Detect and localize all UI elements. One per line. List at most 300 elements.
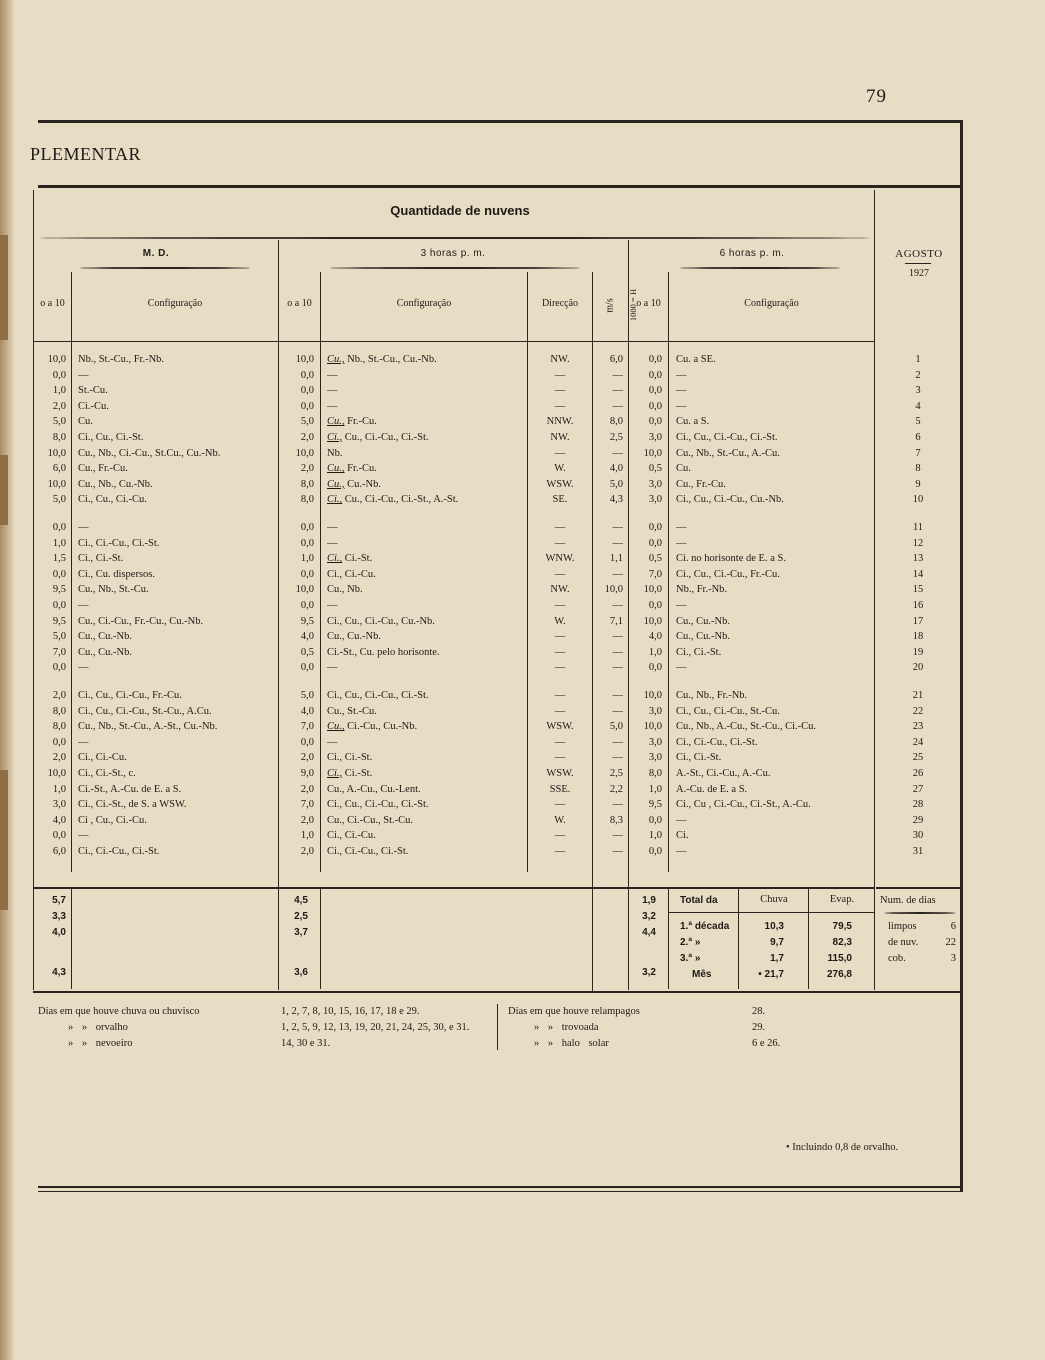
- md-cloud-config: —: [78, 522, 89, 533]
- group-swell-3h: [330, 267, 580, 269]
- h3-cloud-amount: 0,0: [300, 400, 314, 412]
- md-cloud-config: Ci., Ci.-Cu., Ci.-St.: [78, 537, 160, 549]
- h3-cloud-amount: 2,0: [300, 432, 314, 443]
- summary-divider: [71, 889, 72, 989]
- md-cloud-config: Ci.-Cu.: [78, 400, 109, 412]
- h3-cloud-amount: 4,0: [300, 631, 314, 643]
- day-number: 8: [915, 463, 921, 475]
- h3-cloud-config: [327, 568, 525, 582]
- wind-direction: —: [554, 705, 566, 717]
- h3-cloud-config: [327, 630, 525, 644]
- h3-cloud-config: [327, 783, 525, 797]
- md-cloud-amount: 8,0: [52, 432, 66, 443]
- wind-direction: —: [554, 369, 566, 381]
- h3-cloud-amount: 0,0: [300, 537, 314, 549]
- h3-cloud-config: [327, 493, 525, 507]
- h6-cloud-config: Cu., Nb., Fr.-Nb.: [676, 690, 748, 701]
- month-header: AGOSTO: [895, 248, 943, 260]
- md-cloud-config: Ci., Ci.-St.: [78, 553, 124, 565]
- group-swell-6h: [680, 267, 840, 269]
- summary-top-rule: [33, 887, 875, 889]
- h3-cloud-amount: 9,0: [300, 768, 314, 779]
- note-left-value: 1, 2, 5, 9, 12, 13, 19, 20, 21, 24, 25, 30, e 31.: [281, 1022, 470, 1033]
- rain-row-label: 1.ª década: [680, 921, 730, 932]
- header-rule: [38, 185, 960, 188]
- h3-cloud-config: [327, 845, 525, 859]
- day-number: 27: [912, 783, 924, 795]
- wind-speed: 6,0: [609, 354, 623, 365]
- h3-cloud-config-rest: Nb.: [327, 447, 343, 459]
- h6-cloud-config: Cu., Cu.-Nb.: [676, 615, 730, 627]
- h3-cloud-config-rest: Fr.-Cu.: [344, 463, 377, 475]
- wind-direction: NNW.: [546, 416, 574, 428]
- h3-cloud-config-rest: Ci.-St.: [342, 768, 373, 779]
- day-number: 5: [915, 416, 921, 428]
- day-number: 11: [912, 522, 924, 533]
- md-cloud-amount: 7,0: [52, 646, 66, 658]
- h6-cloud-amount: 10,0: [643, 690, 662, 701]
- h3-cloud-config-rest: Ci., Ci.-Cu., Ci.-St.: [327, 846, 409, 857]
- days-count-label: cob.: [888, 953, 906, 964]
- day-number: 21: [912, 690, 924, 701]
- page-edge-tab: [0, 770, 8, 910]
- h6-cloud-amount: 10,0: [643, 615, 662, 627]
- md-cloud-amount: 0,0: [52, 522, 66, 533]
- md-cloud-config: Cu.: [78, 416, 93, 428]
- h3-cloud-amount: 2,0: [300, 463, 314, 475]
- h3-cloud-config-rest: Cu., St.-Cu.: [327, 705, 377, 717]
- h6-cloud-config: —: [676, 385, 687, 397]
- wind-speed: —: [612, 400, 623, 412]
- wind-speed: —: [612, 690, 623, 701]
- h3-cloud-config-rest: Ci.-St., Cu. pelo horisonte.: [327, 646, 440, 658]
- h6-cloud-config: —: [676, 814, 687, 826]
- rain-row-label: 2.ª »: [680, 937, 701, 948]
- days-count-header: Num. de dias: [880, 895, 936, 906]
- wind-speed: —: [612, 369, 623, 381]
- wind-direction: W.: [554, 463, 566, 475]
- summary-h6-0: 1,9: [642, 895, 656, 906]
- day-number: 22: [912, 705, 924, 717]
- frame-border-top: [38, 120, 962, 123]
- h6-cloud-config: Nb., Fr.-Nb.: [676, 584, 728, 596]
- wind-direction: —: [554, 799, 566, 811]
- summary-top-rule-month: [876, 887, 962, 889]
- days-count-label: limpos: [888, 921, 917, 932]
- wind-speed: 5,0: [609, 721, 623, 733]
- summary-h6-3: 3,2: [642, 967, 656, 978]
- summary-divider: [320, 889, 321, 989]
- wind-speed: —: [612, 385, 623, 397]
- h3-cloud-amount: 7,0: [300, 799, 314, 811]
- h6-cloud-amount: 10,0: [643, 447, 662, 459]
- md-cloud-amount: 5,0: [52, 631, 66, 643]
- h6-cloud-amount: 0,0: [648, 846, 662, 857]
- rain-value: • 21,7: [758, 969, 784, 980]
- note-left-value: 14, 30 e 31.: [281, 1038, 331, 1049]
- md-cloud-config: —: [78, 830, 89, 842]
- rain-header-rule: [669, 912, 874, 913]
- day-number: 10: [912, 494, 924, 506]
- summary-h3-1: 2,5: [294, 911, 308, 922]
- evap-value: 276,8: [826, 969, 852, 980]
- h3-cloud-amount: 10,0: [295, 354, 314, 365]
- h3-cloud-config-primary: Cu.,: [327, 721, 345, 733]
- md-cloud-config: —: [78, 736, 89, 748]
- md-cloud-amount: 0,0: [52, 830, 66, 842]
- h3-cloud-config-rest: Cu., Cu.-Nb.: [327, 631, 381, 643]
- notes-top-rule: [33, 991, 963, 993]
- h3-cloud-config: [327, 646, 525, 660]
- md-cloud-config: —: [78, 600, 89, 611]
- col-divider: [71, 272, 72, 872]
- h3-cloud-config-rest: Ci.-St.: [342, 553, 373, 565]
- wind-speed: —: [612, 646, 623, 658]
- md-cloud-config: Ci., Cu., Ci.-Cu., Fr.-Cu.: [78, 690, 182, 701]
- wind-speed: —: [612, 705, 623, 717]
- rain-value: 9,7: [770, 937, 784, 948]
- rain-value: 1,7: [770, 953, 784, 964]
- h6-cloud-amount: 3,0: [648, 478, 662, 490]
- day-number: 26: [912, 768, 924, 779]
- h3-cloud-config: [327, 552, 525, 566]
- day-number: 6: [915, 432, 921, 443]
- h3-cloud-amount: 0,0: [300, 369, 314, 381]
- wind-speed: 2,5: [609, 768, 623, 779]
- h3-cloud-config-rest: Nb., St.-Cu., Cu.-Nb.: [344, 354, 437, 365]
- md-cloud-amount: 10,0: [47, 478, 66, 490]
- md-cloud-amount: 10,0: [47, 447, 66, 459]
- wind-speed: —: [612, 537, 623, 549]
- header-swell-rule: [40, 237, 870, 239]
- wind-speed: —: [612, 736, 623, 748]
- days-count-value: 6: [950, 921, 956, 932]
- h3-cloud-config: [327, 615, 525, 629]
- h3-cloud-amount: 0,0: [300, 662, 314, 674]
- day-number: 30: [912, 830, 924, 842]
- note-right-value: 6 e 26.: [752, 1038, 781, 1049]
- evap-value: 79,5: [832, 921, 852, 932]
- group-header-6h: 6 horas p. m.: [719, 248, 785, 259]
- h3-cloud-config-primary: Cu.,: [327, 463, 345, 475]
- wind-direction: —: [554, 846, 566, 857]
- md-cloud-config: Cu., Nb., St.-Cu.: [78, 584, 149, 596]
- h3-cloud-amount: 0,0: [300, 385, 314, 397]
- h6-cloud-amount: 0,0: [648, 600, 662, 611]
- wind-direction: —: [554, 537, 566, 549]
- h6-cloud-amount: 3,0: [648, 752, 662, 764]
- h6-cloud-config: Cu. a S.: [676, 416, 710, 428]
- wind-direction: —: [554, 830, 566, 842]
- h6-cloud-amount: 7,0: [648, 568, 662, 580]
- speed-unit: m/s: [604, 298, 616, 313]
- summary-h3-3: 3,6: [294, 967, 308, 978]
- day-number: 28: [912, 799, 924, 811]
- wind-speed: —: [612, 522, 623, 533]
- day-number: 9: [915, 478, 921, 490]
- month-column-divider: [874, 190, 875, 990]
- h6-cloud-config: —: [676, 369, 687, 381]
- wind-speed: —: [612, 846, 623, 857]
- h3-cloud-config-rest: —: [327, 385, 338, 397]
- h6-cloud-config: Ci., Ci.-St.: [676, 752, 722, 764]
- wind-direction: NW.: [550, 432, 570, 443]
- h6-cloud-config: Ci., Cu., Ci.-Cu., Ci.-St.: [676, 432, 778, 443]
- h3-cloud-config: [327, 720, 525, 734]
- h3-cloud-amount: 0,5: [300, 646, 314, 658]
- h6-cloud-config: Ci. no horisonte de E. a S.: [676, 553, 786, 565]
- h3-cloud-config: [327, 400, 525, 414]
- h3-cloud-config: [327, 798, 525, 812]
- year-header: 1927: [909, 268, 929, 279]
- summary-md-0: 5,7: [52, 895, 66, 906]
- h6-cloud-config: Cu., Nb., St.-Cu., A.-Cu.: [676, 447, 780, 459]
- col-header-scale: o a 10: [636, 298, 661, 309]
- h3-cloud-config: [327, 462, 525, 476]
- h3-cloud-config: [327, 478, 525, 492]
- note-right-value: 28.: [752, 1006, 766, 1017]
- summary-md-3: 4,3: [52, 967, 66, 978]
- h3-cloud-amount: 0,0: [300, 736, 314, 748]
- wind-direction: WSW.: [546, 768, 574, 779]
- h6-cloud-config: Cu., Nb., A.-Cu., St.-Cu., Ci.-Cu.: [676, 721, 817, 733]
- wind-speed: 4,0: [609, 463, 623, 475]
- day-number: 17: [912, 615, 924, 627]
- wind-speed: 5,0: [609, 478, 623, 490]
- h3-cloud-config: [327, 447, 525, 461]
- note-left-value: 1, 2, 7, 8, 10, 15, 16, 17, 18 e 29.: [281, 1006, 420, 1017]
- group-header-md: M. D.: [142, 248, 170, 259]
- day-number: 20: [912, 662, 924, 674]
- h3-cloud-config-primary: Ci.,: [327, 432, 343, 443]
- day-number: 13: [912, 553, 924, 565]
- h3-cloud-config: [327, 521, 525, 535]
- md-cloud-config: Nb., St.-Cu., Fr.-Nb.: [78, 354, 165, 365]
- days-count-label: de nuv.: [888, 937, 919, 948]
- day-number: 25: [912, 752, 924, 764]
- h3-cloud-amount: 8,0: [300, 494, 314, 506]
- h3-cloud-config-primary: Ci.,: [327, 768, 343, 779]
- h3-cloud-amount: 2,0: [300, 814, 314, 826]
- wind-direction: —: [554, 662, 566, 674]
- h3-cloud-amount: 7,0: [300, 721, 314, 733]
- day-number: 12: [912, 537, 924, 549]
- h6-cloud-amount: 0,0: [648, 385, 662, 397]
- h3-cloud-amount: 0,0: [300, 522, 314, 533]
- note-left-label: » » orvalho: [68, 1022, 128, 1033]
- h3-cloud-config-rest: —: [327, 600, 338, 611]
- md-cloud-config: Cu., Fr.-Cu.: [78, 463, 128, 475]
- wind-speed: —: [612, 568, 623, 580]
- h6-cloud-amount: 0,0: [648, 400, 662, 412]
- md-cloud-amount: 2,0: [52, 752, 66, 764]
- md-cloud-config: —: [78, 369, 89, 381]
- md-cloud-config: St.-Cu.: [78, 385, 108, 397]
- h3-cloud-config: [327, 415, 525, 429]
- month-underline: [905, 263, 931, 264]
- h6-cloud-amount: 3,0: [648, 736, 662, 748]
- h6-cloud-amount: 9,5: [648, 799, 662, 811]
- day-number: 4: [915, 400, 921, 412]
- frame-border-bottom-thin: [38, 1191, 963, 1192]
- h3-cloud-config-rest: —: [327, 537, 338, 549]
- group-header-3h: 3 horas p. m.: [420, 248, 486, 259]
- frame-border-bottom: [38, 1186, 963, 1188]
- md-cloud-config: Ci., Cu., Ci.-Cu., St.-Cu., A.Cu.: [78, 705, 212, 717]
- h3-cloud-amount: 2,0: [300, 752, 314, 764]
- h3-cloud-amount: 4,0: [300, 705, 314, 717]
- wind-speed: —: [612, 600, 623, 611]
- h3-cloud-config-rest: Ci., Ci.-Cu.: [327, 568, 376, 580]
- h3-cloud-config-primary: Cu.,: [327, 478, 345, 490]
- note-right-label: » » trovoada: [534, 1022, 599, 1033]
- h3-cloud-config-rest: Ci., Ci.-Cu.: [327, 830, 376, 842]
- h6-cloud-amount: 0,0: [648, 537, 662, 549]
- h3-cloud-amount: 9,5: [300, 615, 314, 627]
- md-cloud-amount: 2,0: [52, 690, 66, 701]
- h6-cloud-config: —: [676, 662, 687, 674]
- col-header-config: Configuração: [147, 298, 203, 309]
- summary-divider: [668, 889, 669, 989]
- h3-cloud-amount: 2,0: [300, 783, 314, 795]
- md-cloud-config: Ci.-St., A.-Cu. de E. a S.: [78, 783, 182, 795]
- h6-cloud-config: Ci., Ci.-Cu., Ci.-St.: [676, 736, 758, 748]
- h3-cloud-config-rest: —: [327, 736, 338, 748]
- frame-border-right: [960, 120, 963, 1192]
- md-cloud-config: —: [78, 662, 89, 674]
- section-title: PLEMENTAR: [30, 144, 142, 164]
- page-left-edge: [0, 0, 14, 1360]
- page-number: 79: [866, 86, 887, 107]
- wind-speed: —: [612, 799, 623, 811]
- wind-direction: —: [554, 400, 566, 412]
- h6-cloud-amount: 3,0: [648, 494, 662, 506]
- h3-cloud-config-primary: Cu.,: [327, 416, 345, 428]
- h3-cloud-config: [327, 814, 525, 828]
- wind-speed: 8,3: [609, 814, 623, 826]
- h6-cloud-config: Cu.: [676, 463, 691, 475]
- h6-cloud-config: —: [676, 400, 687, 412]
- day-number: 19: [912, 646, 924, 658]
- h6-cloud-amount: 0,0: [648, 369, 662, 381]
- wind-speed: —: [612, 662, 623, 674]
- rain-value: 10,3: [764, 921, 784, 932]
- col-header-speed-formula: [614, 270, 638, 340]
- md-cloud-amount: 1,0: [52, 783, 66, 795]
- wind-direction: W.: [554, 615, 566, 627]
- h3-cloud-config: [327, 384, 525, 398]
- summary-h6-2: 4,4: [642, 927, 656, 938]
- md-cloud-amount: 0,0: [52, 662, 66, 674]
- day-number: 24: [912, 736, 924, 748]
- wind-direction: —: [554, 600, 566, 611]
- md-cloud-amount: 9,5: [52, 615, 66, 627]
- day-number: 15: [912, 584, 924, 596]
- h6-cloud-config: —: [676, 846, 687, 857]
- rain-divider: [738, 889, 739, 989]
- wind-direction: —: [554, 752, 566, 764]
- wind-direction: —: [554, 522, 566, 533]
- h6-cloud-config: —: [676, 522, 687, 533]
- md-cloud-amount: 6,0: [52, 463, 66, 475]
- md-cloud-amount: 4,0: [52, 814, 66, 826]
- h3-cloud-config: [327, 767, 525, 781]
- h3-cloud-config-rest: Ci., Cu., Ci.-Cu., Ci.-St.: [327, 690, 429, 701]
- wind-direction: WNW.: [545, 553, 575, 565]
- day-number: 31: [912, 846, 924, 857]
- h6-cloud-config: Ci.: [676, 830, 689, 842]
- day-number: 1: [915, 354, 921, 365]
- h3-cloud-config: [327, 829, 525, 843]
- h6-cloud-config: Cu. a SE.: [676, 354, 716, 365]
- h6-cloud-config: Ci., Cu , Ci.-Cu., Ci.-St., A.-Cu.: [676, 799, 811, 811]
- md-cloud-amount: 10,0: [47, 354, 66, 365]
- h3-cloud-config-rest: Ci.-Cu., Cu.-Nb.: [344, 721, 418, 733]
- md-cloud-config: Cu., Cu.-Nb.: [78, 631, 132, 643]
- rain-header: Chuva: [760, 894, 788, 905]
- wind-direction: —: [554, 736, 566, 748]
- note-left-label: Dias em que houve chuva ou chuvisco: [38, 1006, 200, 1017]
- wind-speed: 4,3: [609, 494, 623, 506]
- h3-cloud-config: [327, 369, 525, 383]
- rain-row-label: 3.ª »: [680, 953, 701, 964]
- h3-cloud-config-rest: Cu.-Nb.: [344, 478, 381, 490]
- h6-cloud-amount: 3,0: [648, 432, 662, 443]
- md-cloud-config: Cu., Nb., Ci.-Cu., St.Cu., Cu.-Nb.: [78, 447, 221, 459]
- md-cloud-config: Cu., Nb., St.-Cu., A.-St., Cu.-Nb.: [78, 721, 218, 733]
- wind-speed: —: [612, 447, 623, 459]
- group-swell-md: [80, 267, 250, 269]
- h3-cloud-config: [327, 751, 525, 765]
- h3-cloud-config: [327, 537, 525, 551]
- wind-direction: —: [554, 385, 566, 397]
- h3-cloud-amount: 0,0: [300, 568, 314, 580]
- h3-cloud-config-rest: Fr.-Cu.: [344, 416, 377, 428]
- h6-cloud-config: Cu., Fr.-Cu.: [676, 478, 726, 490]
- h3-cloud-config: [327, 431, 525, 445]
- day-number: 14: [912, 568, 924, 580]
- days-count-value: 3: [950, 953, 956, 964]
- wind-direction: NW.: [550, 354, 570, 365]
- wind-direction: —: [554, 631, 566, 643]
- wind-speed: 8,0: [609, 416, 623, 428]
- rain-row-label: Mês: [692, 969, 712, 980]
- h3-cloud-amount: 2,0: [300, 846, 314, 857]
- h6-cloud-amount: 0,5: [648, 553, 662, 565]
- h3-cloud-config-rest: Cu., Nb.: [327, 584, 363, 596]
- h3-cloud-config: [327, 599, 525, 613]
- h3-cloud-config-primary: Ci.,: [327, 494, 343, 506]
- h6-cloud-amount: 3,0: [648, 705, 662, 717]
- note-right-label: » » halo solar: [534, 1038, 609, 1049]
- h6-cloud-amount: 0,0: [648, 416, 662, 428]
- days-count-value: 22: [945, 937, 956, 948]
- h6-cloud-config: Ci., Ci.-St.: [676, 646, 722, 658]
- h6-cloud-amount: 0,0: [648, 814, 662, 826]
- wind-speed: —: [612, 631, 623, 643]
- col-divider: [668, 272, 669, 872]
- h3-cloud-amount: 0,0: [300, 600, 314, 611]
- h3-cloud-config-rest: Cu., Ci.-Cu., Ci.-St.: [342, 432, 429, 443]
- md-cloud-config: Ci., Ci.-Cu., Ci.-St.: [78, 846, 160, 857]
- day-number: 2: [915, 369, 921, 381]
- h6-cloud-amount: 10,0: [643, 721, 662, 733]
- h3-cloud-config-rest: —: [327, 522, 338, 533]
- h3-cloud-amount: 1,0: [300, 553, 314, 565]
- md-cloud-amount: 2,0: [52, 400, 66, 412]
- h3-cloud-config: [327, 736, 525, 750]
- wind-direction: SE.: [552, 494, 568, 506]
